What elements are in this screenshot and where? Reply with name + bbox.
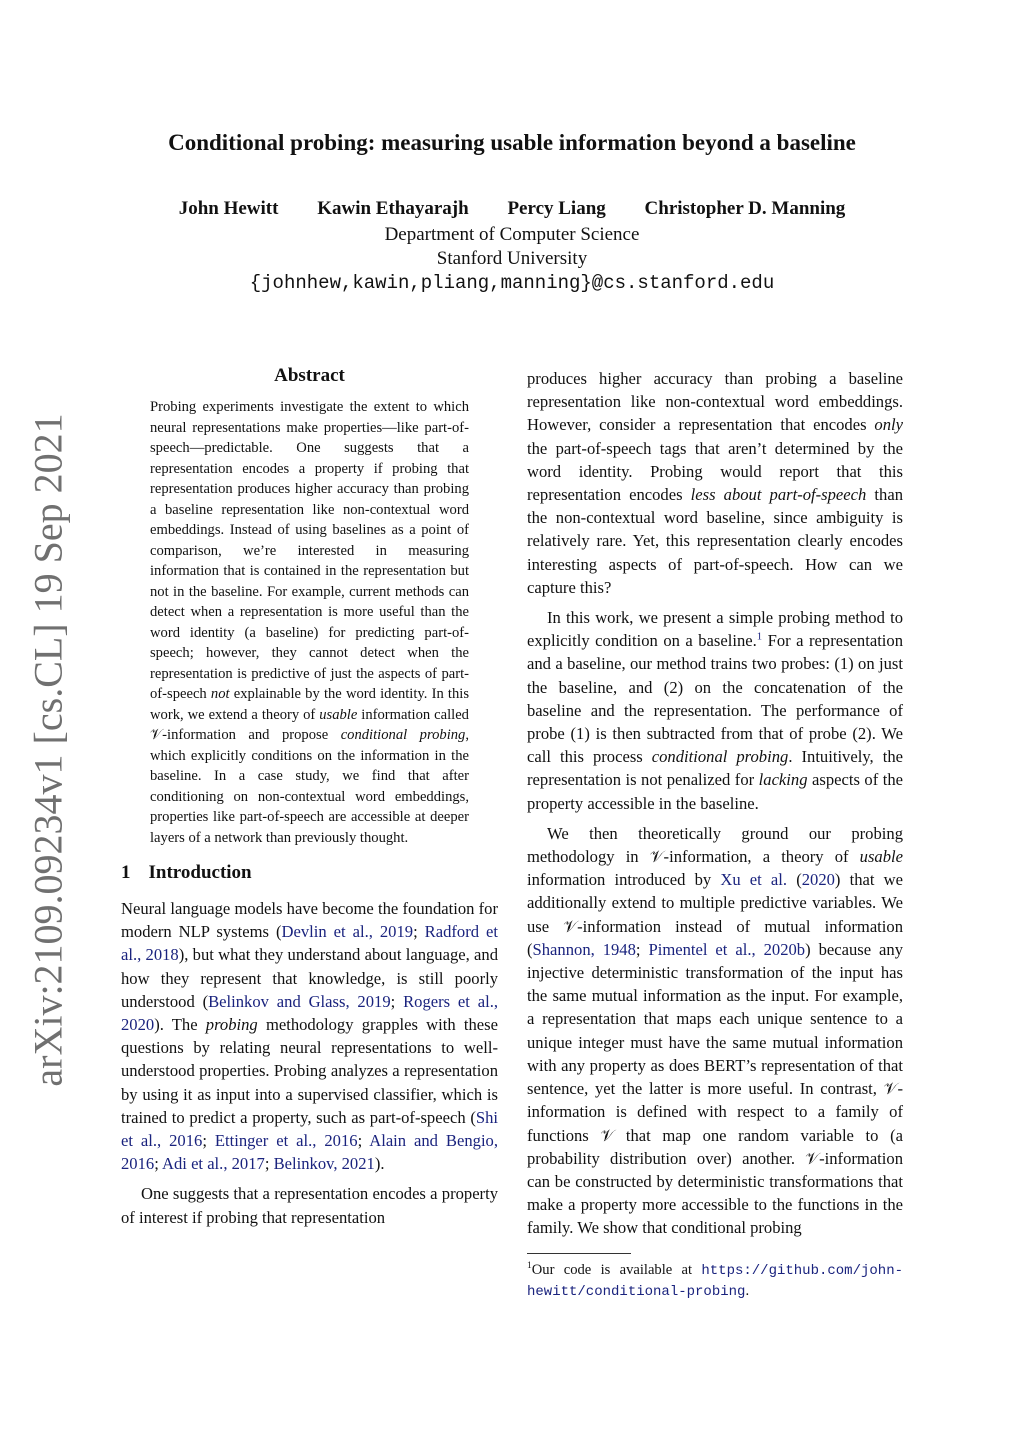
right-column [527, 367, 903, 1302]
body-paragraph-3: We then theoretically ground our probing methodology in 𝒱-information, a theory of usable information introduced by Xu et al. (2020) that we additionally extend to multiple predictive variables. We use 𝒱-information instead of mutual information (Shannon, 1948; Pimentel et al., 2020b) because any injective deterministic transformation of the input has the same mutual information as the input. For example, a representation that maps each unique sentence to a unique integer must have the same mutual information with any property as does BERT’s representation of that sentence, yet the latter is more useful. In contrast, 𝒱-information is defined with respect to a family of functions 𝒱 that map one random variable to (a probability distribution over) another. 𝒱-information can be constructed by deterministic transformations that make a property more accessible to the functions in the family. We show that conditional probing [527, 823, 904, 1238]
body-paragraph-1: produces higher accuracy than probing a baseline representation like non-contextual word embeddings. However, consider a representation that encodes only the part-of-speech tags that aren’t determined by the word identity. Probing would report that this representation encodes less about part-of-speech than the non-contextual word baseline, since ambiguity is relatively rare. Yet, this representation clearly encodes interesting aspects of part-of-speech. How can we capture this? [527, 369, 904, 597]
author-name: John Hewitt [178, 198, 279, 219]
citation-link[interactable]: Ettinger et al., 2016 [214, 1131, 358, 1151]
citation-link[interactable]: Shannon, 1948 [532, 939, 636, 959]
left-column [121, 365, 498, 1229]
citation-link[interactable]: Radford et al., 2018 [121, 922, 499, 965]
section-heading-introduction: 1 Introduction [121, 862, 252, 883]
citation-link[interactable]: Pimentel et al., 2020b [648, 939, 806, 959]
footnote: $^1$Our code is available at https://github.com/john-hewitt/conditional-probing. [527, 1260, 903, 1300]
body-paragraph-2: In this work, we present a simple probing method to explicitly condition on a baseline.$^1$ For a representation and a baseline, our method trains two probes: (1) on just the baseline, and (2) on the concatenation of the baseline and the representation. The performance of probe (1) is then subtracted from that of probe (2). We call this process conditional probing. Intuitively, the representation is not penalized for lacking aspects of the property accessible in the baseline. [527, 608, 904, 813]
citation-link[interactable]: Adi et al., 2017 [162, 1154, 265, 1174]
university: Stanford University [436, 248, 588, 269]
department: Department of Computer Science [384, 224, 640, 245]
abstract-text: Probing experiments investigate the extent to which neural representations make properties—like part-of-speech—predictable. One suggests that a representation encodes a property if probing that representation produces higher accuracy than probing a baseline representation like non-contextual word embeddings. Instead of using baselines as a point of comparison, we’re interested in measuring information that is contained in the representation but not in the baseline. For example, current methods can detect when a representation is more useful than the word identity (a baseline) for predicting part-of-speech; however, they cannot detect when the representation is predictive of just the aspects of part-of-speech not explainable by the word identity. In this work, we extend a theory of usable information called 𝒱-information and propose conditional probing, which explicitly conditions on the information in the baseline. In a case study, we find that after conditioning on non-contextual word embeddings, properties like part-of-speech are accessible at deeper layers of a network than previously thought. [150, 399, 469, 846]
paper-title: Conditional probing: measuring usable information beyond a baseline [168, 130, 856, 155]
intro-paragraph-1: Neural language models have become the foundation for modern NLP systems (Devlin et al., 2019; Radford et al., 2018), but what they understand about language, and how they represent that knowledge, is still poorly understood (Belinkov and Glass, 2019; Rogers et al., 2020). The probing methodology grapples with these questions by relating neural representations to well-understood properties. Probing analyzes a representation by using it as input into a supervised classifier, which is trained to predict a property, such as part-of-speech (Shi et al., 2016; Ettinger et al., 2016; Alain and Bengio, 2016; Adi et al., 2017; Belinkov, 2021). [121, 899, 499, 1174]
abstract-heading: Abstract [274, 365, 345, 386]
citation-link[interactable]: Xu et al. [720, 870, 788, 890]
citation-link[interactable]: Rogers et al., 2020 [121, 991, 498, 1035]
citation-link[interactable]: Devlin et al., 2019 [281, 922, 414, 942]
footnote-marker[interactable]: 1 [756, 630, 763, 643]
citation-link[interactable]: Alain and Bengio, 2016 [121, 1131, 498, 1174]
citation-link[interactable]: Shi et al., 2016 [121, 1107, 498, 1151]
code-url-link[interactable]: https://github.com/john-hewitt/conditional-probing [527, 1262, 903, 1300]
citation-link[interactable]: Belinkov, 2021 [273, 1154, 375, 1174]
author-list [0, 198, 1024, 220]
arxiv-identifier: arXiv:2109.09234v1 [cs.CL] 19 Sep 2021 [25, 413, 71, 1087]
author-name: Percy Liang [507, 198, 606, 219]
author-emails: {johnhew,kawin,pliang,manning}@cs.stanford.edu [249, 272, 775, 294]
author-name: Kawin Ethayarajh [317, 198, 469, 219]
intro-paragraph-2: One suggests that a representation encodes a property of interest if probing that representation [121, 1184, 498, 1227]
citation-link[interactable]: 2020 [801, 870, 835, 890]
author-name: Christopher D. Manning [644, 198, 846, 219]
footnote-divider [527, 1253, 631, 1254]
citation-link[interactable]: Belinkov and Glass, 2019 [208, 991, 391, 1011]
